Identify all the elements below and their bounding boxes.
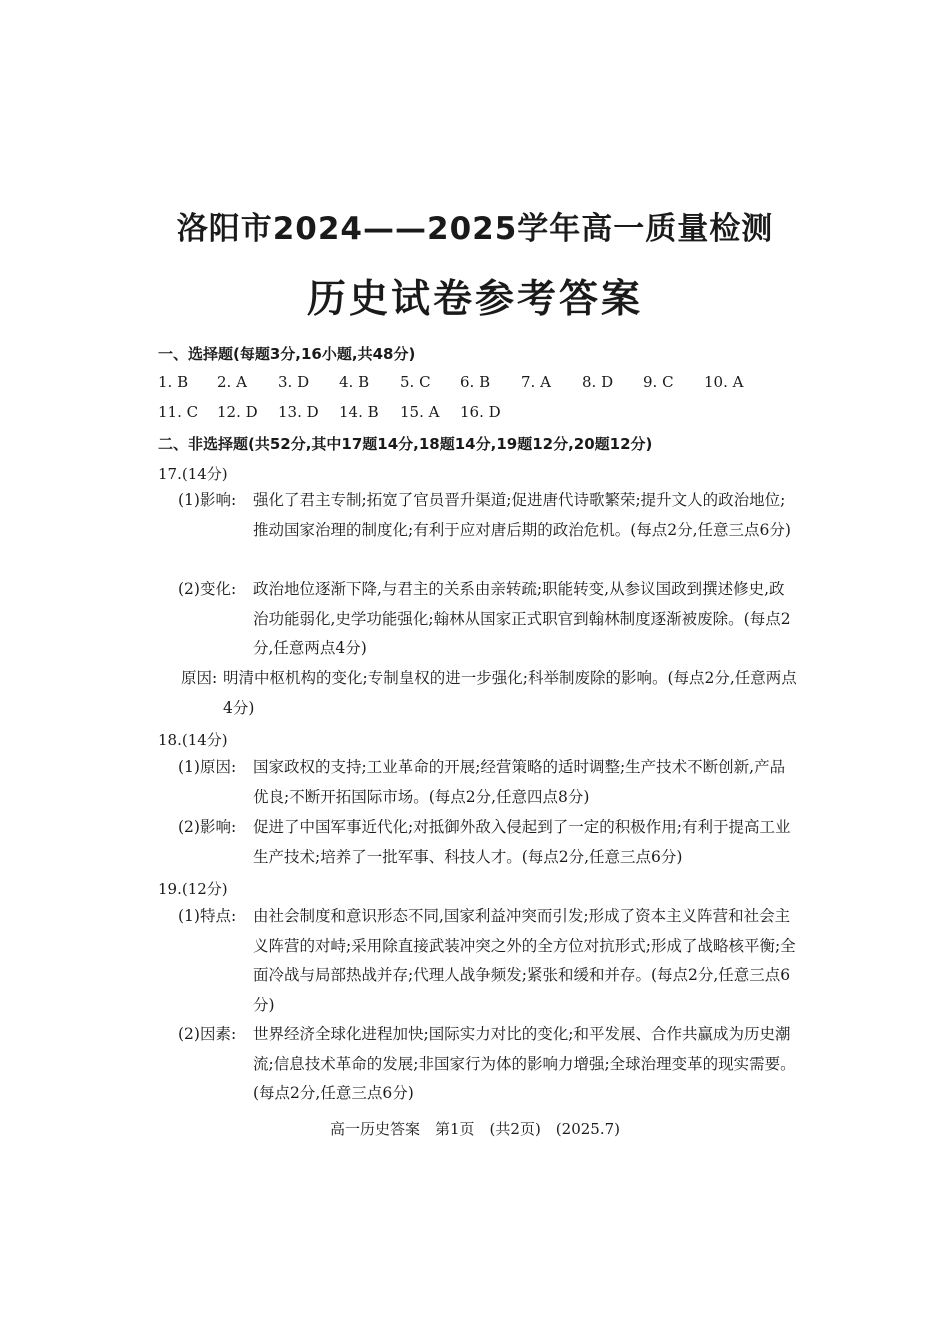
- question-18-header: 18.(14分): [158, 731, 228, 749]
- q17-part2-label: (2)变化:: [178, 580, 237, 598]
- answer-item: 15. A: [400, 403, 440, 421]
- answer-item: 9. C: [643, 373, 674, 391]
- q17-part1-label: (1)影响:: [178, 491, 237, 509]
- page-footer: 高一历史答案 第1页 (共2页) (2025.7): [330, 1120, 620, 1138]
- q19-part2-label: (2)因素:: [178, 1025, 237, 1043]
- answer-item: 6. B: [460, 373, 491, 391]
- answer-item: 1. B: [158, 373, 189, 391]
- answer-item: 3. D: [278, 373, 310, 391]
- q18-part2-label: (2)影响:: [178, 818, 237, 836]
- answer-item: 4. B: [339, 373, 370, 391]
- q18-part1-label: (1)原因:: [178, 758, 237, 776]
- answer-item: 11. C: [158, 403, 199, 421]
- answer-item: 13. D: [278, 403, 319, 421]
- answer-item: 7. A: [521, 373, 551, 391]
- section1-heading: 一、选择题(每题3分,16小题,共48分): [158, 345, 416, 363]
- answer-item: 10. A: [704, 373, 744, 391]
- q19-part2-text: 世界经济全球化进程加快;国际实力对比的变化;和平发展、合作共赢成为历史潮流;信息技术革命的发展;非国家行为体的影响力增强;全球治理变革的现实需要。(每点2分,任意三点6分): [253, 1025, 796, 1102]
- q17-part2-text: 政治地位逐渐下降,与君主的关系由亲转疏;职能转变,从参议国政到撰述修史,政治功能弱化,史学功能强化;翰林从国家正式职官到翰林制度逐渐被废除。(每点2分,任意两点4分): [253, 580, 791, 657]
- answer-item: 8. D: [582, 373, 614, 391]
- question-19-header: 19.(12分): [158, 880, 228, 898]
- section2-heading: 二、非选择题(共52分,其中17题14分,18题14分,19题12分,20题12分): [158, 435, 653, 453]
- q19-part1-text: 由社会制度和意识形态不同,国家利益冲突而引发;形成了资本主义阵营和社会主义阵营的对峙;采用除直接武装冲突之外的全方位对抗形式;形成了战略核平衡;全面冷战与局部热战并存;代理人战争频发;紧张和缓和并存。(每点2分,任意三点6分): [253, 907, 796, 1014]
- answer-item: 2. A: [217, 373, 247, 391]
- answer-item: 16. D: [460, 403, 501, 421]
- document-subtitle: 历史试卷参考答案: [306, 277, 643, 322]
- q17-part3-text: 明清中枢机构的变化;专制皇权的进一步强化;科举制废除的影响。(每点2分,任意两点4分): [223, 669, 797, 717]
- answer-item: 12. D: [217, 403, 258, 421]
- document-title: 洛阳市2024——2025学年高一质量检测: [176, 211, 774, 247]
- answer-item: 14. B: [339, 403, 379, 421]
- q17-part1-text: 强化了君主专制;拓宽了官员晋升渠道;促进唐代诗歌繁荣;提升文人的政治地位;推动国家治理的制度化;有利于应对唐后期的政治危机。(每点2分,任意三点6分): [253, 491, 791, 539]
- answer-item: 5. C: [400, 373, 431, 391]
- q18-part1-text: 国家政权的支持;工业革命的开展;经营策略的适时调整;生产技术不断创新,产品优良;不断开拓国际市场。(每点2分,任意四点8分): [253, 758, 786, 806]
- q18-part2-text: 促进了中国军事近代化;对抵御外敌入侵起到了一定的积极作用;有利于提高工业生产技术;培养了一批军事、科技人才。(每点2分,任意三点6分): [253, 818, 791, 866]
- q19-part1-label: (1)特点:: [178, 907, 237, 925]
- q17-part3-label: 原因:: [181, 669, 218, 687]
- question-17-header: 17.(14分): [158, 465, 228, 483]
